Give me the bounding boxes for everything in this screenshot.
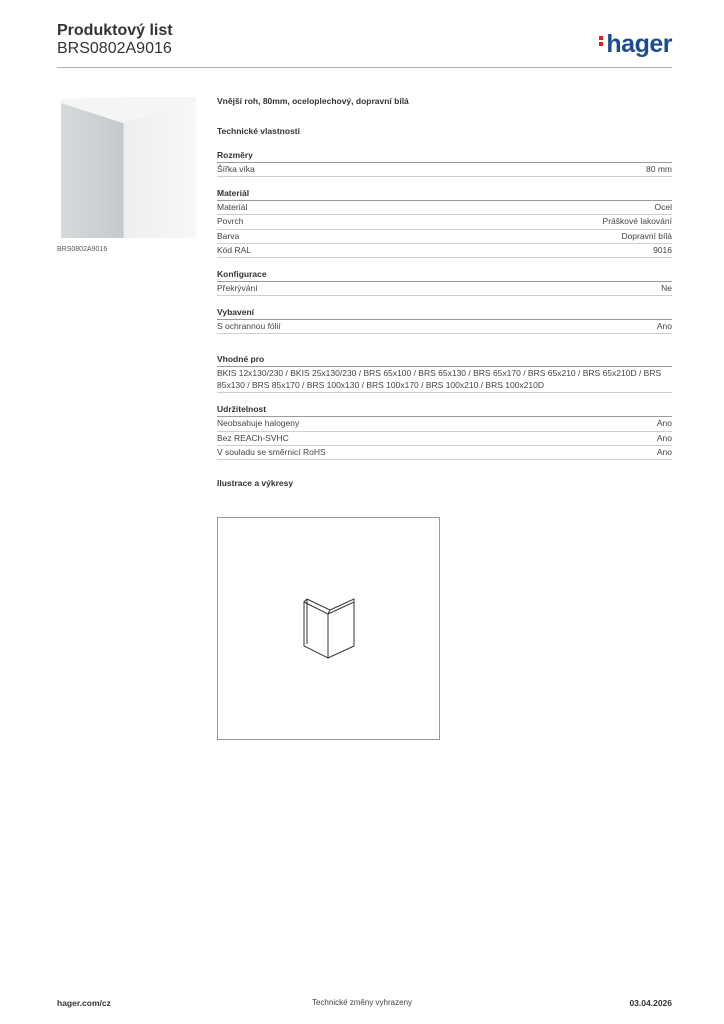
row-label: Materiál [217, 202, 248, 213]
row-label: Neobsahuje halogeny [217, 418, 300, 429]
table-row [217, 417, 672, 431]
section-configuration [217, 269, 672, 296]
footer-disclaimer: Technické změny vyhrazeny [311, 998, 413, 1007]
section-title: Rozměry [217, 150, 672, 163]
row-label: S ochrannou fólií [217, 321, 281, 332]
footer-website-link[interactable]: hager.com/cz [57, 998, 111, 1008]
corner-drawing-icon [218, 518, 439, 739]
table-row [217, 432, 672, 446]
table-row [217, 201, 672, 215]
page-title: Produktový list [57, 22, 173, 39]
product-photo [57, 95, 200, 238]
row-label: Barva [217, 230, 240, 241]
illustrations-title: Ilustrace a výkresy [217, 477, 294, 488]
hager-logo[interactable] [599, 30, 672, 59]
suitable-for-text: BKIS 12x130/230 / BKIS 25x130/230 / BRS 65x100 / BRS 65x130 / BRS 65x170 / BRS 65x210 / BRS 65x210D / BRS 85x130 / BRS 85x170 / BRS 100x130 / BRS 100x170 / BRS 100x210 / BRS 100x210D [217, 367, 672, 393]
product-code: BRS0802A9016 [57, 40, 172, 57]
row-value: Ano [656, 321, 672, 332]
section-title: Udržitelnost [217, 404, 672, 417]
row-value: Ano [656, 432, 672, 443]
row-label: Šířka víka [217, 164, 255, 174]
section-sustainability [217, 404, 672, 460]
row-label: V souladu se směrnicí RoHS [217, 446, 326, 457]
photo-caption: BRS0802A9016 [57, 246, 108, 253]
row-value: Ocel [654, 202, 672, 213]
section-title: Konfigurace [217, 269, 672, 282]
table-row [217, 244, 672, 258]
logo-text: hager [606, 30, 672, 58]
section-dimensions [217, 150, 672, 177]
section-material [217, 188, 672, 258]
main-content [217, 96, 672, 488]
row-value: Ano [656, 446, 672, 457]
section-title: Vybavení [217, 307, 672, 320]
table-row [217, 320, 672, 334]
section-title: Materiál [217, 188, 672, 201]
row-value: 9016 [653, 244, 672, 255]
row-label: Překrývání [217, 282, 258, 293]
product-description: Vnější roh, 80mm, oceloplechový, dopravní bílá [217, 96, 409, 106]
section-suitable-for [217, 354, 672, 393]
row-value: Dopravní bílá [621, 230, 672, 241]
table-row [217, 230, 672, 244]
row-value: Práškové lakování [602, 216, 672, 227]
tech-properties-title: Technické vlastnosti [217, 126, 300, 136]
row-value: Ano [656, 418, 672, 429]
table-row [217, 282, 672, 296]
table-row [217, 215, 672, 229]
logo-dots-icon [599, 34, 604, 48]
row-label: Kód RAL [217, 244, 252, 255]
section-equipment [217, 307, 672, 334]
footer-date: 03.04.2026 [629, 998, 672, 1008]
section-title: Vhodné pro [217, 354, 672, 367]
table-row [217, 446, 672, 460]
row-value: 80 mm [646, 164, 672, 174]
row-label: Bez REACh-SVHC [217, 432, 289, 443]
technical-drawing [217, 517, 440, 740]
row-value: Ne [661, 282, 672, 293]
header-divider [57, 67, 672, 68]
row-label: Povrch [217, 216, 244, 227]
table-row [217, 163, 672, 177]
